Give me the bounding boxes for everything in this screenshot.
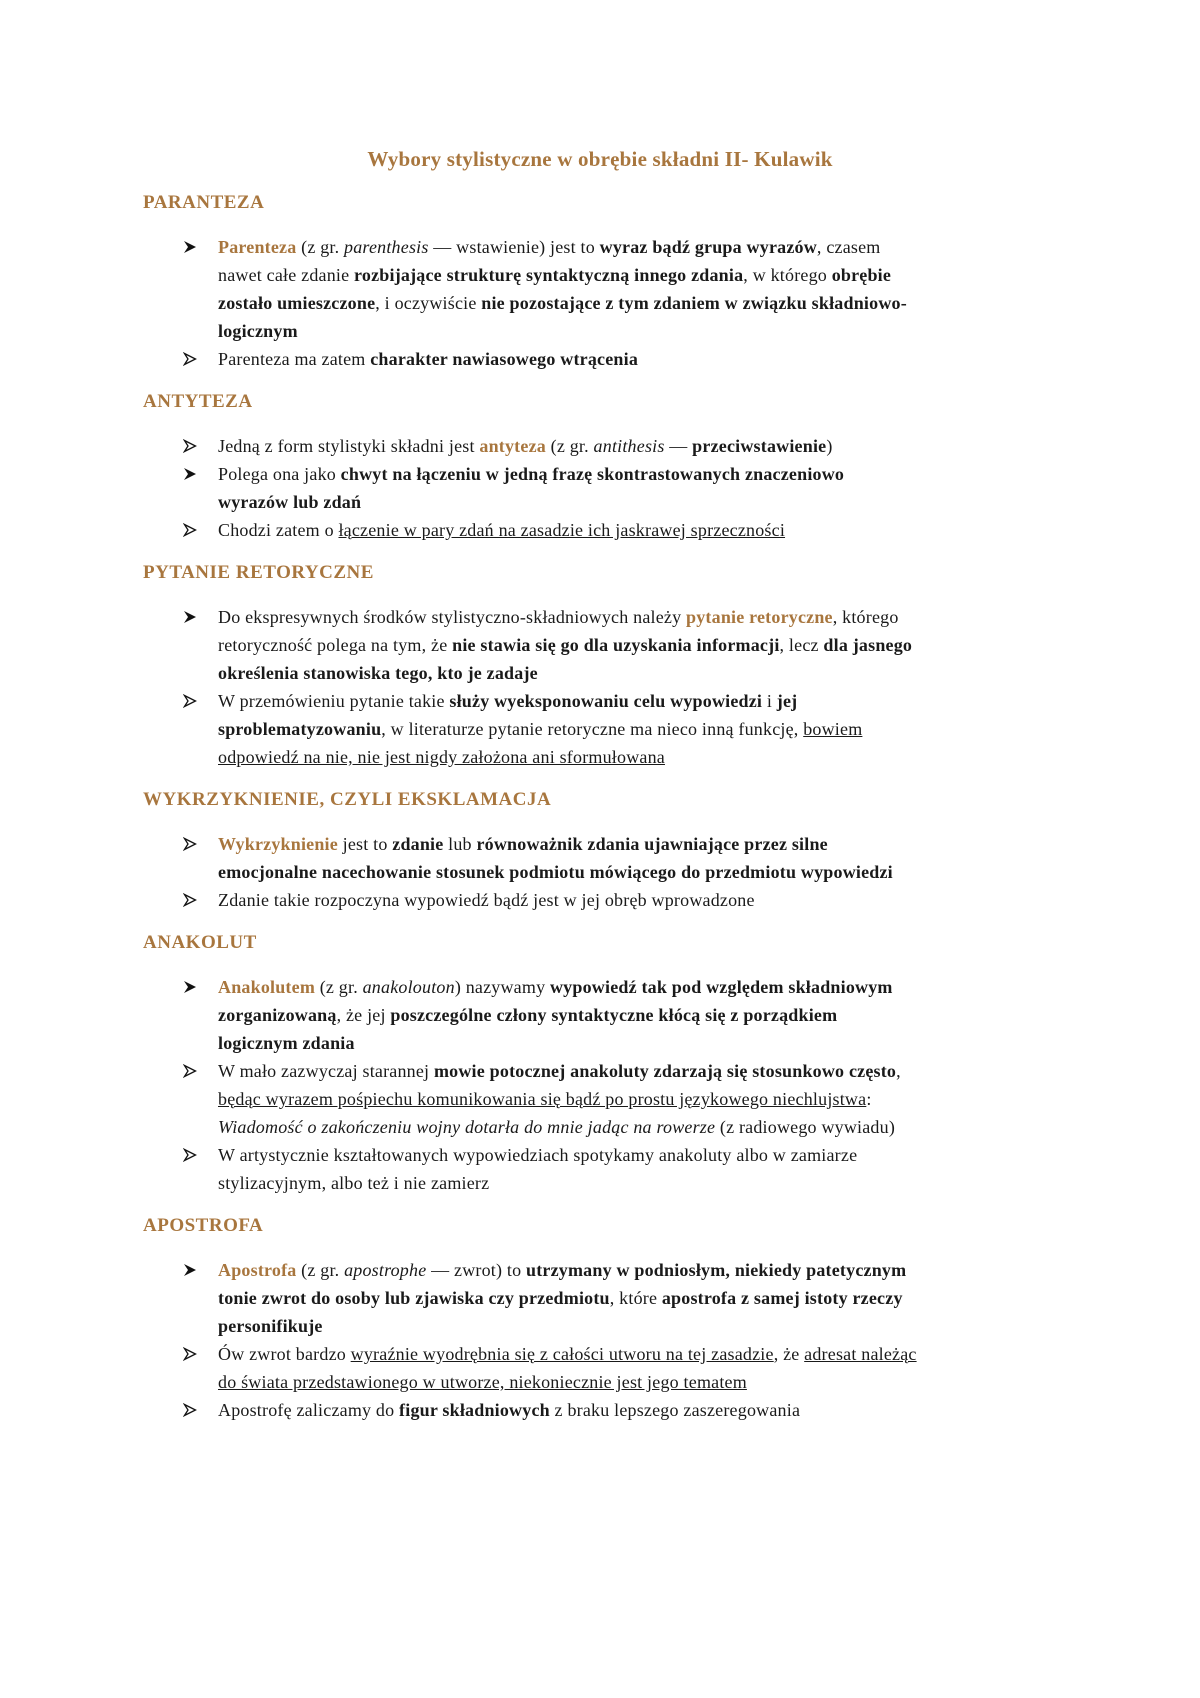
section-heading-pytanie-retoryczne: PYTANIE RETORYCZNE — [143, 562, 374, 583]
list-item: Parenteza ma zatem charakter nawiasowego wtrącenia — [218, 345, 1068, 373]
arrowhead-filled-icon — [181, 233, 199, 261]
arrowhead-outline-icon — [181, 1340, 199, 1368]
list-item: Jedną z form stylistyki składni jest antyteza (z gr. antithesis — przeciwstawienie) — [218, 432, 1068, 460]
arrowhead-filled-icon — [181, 1256, 199, 1284]
list-item: Do ekspresywnych środków stylistyczno-składniowych należy pytanie retoryczne, którego retoryczność polega na tym, że nie stawia się go dla uzyskania informacji, lecz dla jasnego określenia stanowiska tego, kto je zadaje — [218, 603, 1068, 687]
list-item: Polega ona jako chwyt na łączeniu w jedną frazę skontrastowanych znaczeniowo wyrazów lub zdań — [218, 460, 1068, 516]
list-item: Apostrofa (z gr. apostrophe — zwrot) to utrzymany w podniosłym, niekiedy patetycznym tonie zwrot do osoby lub zjawiska czy przedmiotu, które apostrofa z samej istoty rzeczy personifikuje — [218, 1256, 1068, 1340]
document-title: Wybory stylistyczne w obrębie składni II- Kulawik — [367, 147, 833, 171]
list-item: W mało zazwyczaj starannej mowie potocznej anakoluty zdarzają się stosunkowo często, będąc wyrazem pośpiechu komunikowania się bądź po prostu językowego niechlujstwa: Wiadomość o zakończeniu wojny dotarła do mnie jadąc na rowerze (z radiowego wywiadu) — [218, 1057, 1068, 1141]
list-item: Chodzi zatem o łączenie w pary zdań na zasadzie ich jaskrawej sprzeczności — [218, 516, 1068, 544]
arrowhead-outline-icon — [181, 886, 199, 914]
list-item: Parenteza (z gr. parenthesis — wstawienie) jest to wyraz bądź grupa wyrazów, czasem nawet całe zdanie rozbijające strukturę syntaktyczną innego zdania, w którego obrębie zostało umieszczone, i oczywiście nie pozostające z tym zdaniem w związku składniowo- logicznym — [218, 233, 1068, 345]
section-heading-antyteza: ANTYTEZA — [143, 391, 253, 412]
arrowhead-filled-icon — [181, 973, 199, 1001]
arrowhead-outline-icon — [181, 1057, 199, 1085]
list-item: Apostrofę zaliczamy do figur składniowych z braku lepszego zaszeregowania — [218, 1396, 1068, 1424]
list-item: Anakolutem (z gr. anakolouton) nazywamy wypowiedź tak pod względem składniowym zorganizowaną, że jej poszczególne człony syntaktyczne kłócą się z porządkiem logicznym zdania — [218, 973, 1068, 1057]
list-item: W artystycznie kształtowanych wypowiedziach spotykamy anakoluty albo w zamiarze stylizacyjnym, albo też i nie zamierz — [218, 1141, 1068, 1197]
list-item: Wykrzyknienie jest to zdanie lub równoważnik zdania ujawniające przez silne emocjonalne nacechowanie stosunek podmiotu mówiącego do przedmiotu wypowiedzi — [218, 830, 1068, 886]
section-heading-apostrofa: APOSTROFA — [143, 1215, 264, 1236]
section-heading-anakolut: ANAKOLUT — [143, 932, 257, 953]
arrowhead-filled-icon — [181, 460, 199, 488]
arrowhead-outline-icon — [181, 1141, 199, 1169]
section-heading-wykrzyknienie: WYKRZYKNIENIE, CZYLI EKSKLAMACJA — [143, 789, 552, 810]
arrowhead-outline-icon — [181, 1396, 199, 1424]
section-heading-paranteza: PARANTEZA — [143, 192, 265, 213]
arrowhead-outline-icon — [181, 432, 199, 460]
arrowhead-outline-icon — [181, 687, 199, 715]
list-item: Zdanie takie rozpoczyna wypowiedź bądź jest w jej obręb wprowadzone — [218, 886, 1068, 914]
arrowhead-outline-icon — [181, 345, 199, 373]
arrowhead-outline-icon — [181, 830, 199, 858]
arrowhead-outline-icon — [181, 516, 199, 544]
arrowhead-filled-icon — [181, 603, 199, 631]
list-item: W przemówieniu pytanie takie służy wyeksponowaniu celu wypowiedzi i jej sproblematyzowaniu, w literaturze pytanie retoryczne ma nieco inną funkcję, bowiem odpowiedź na nie, nie jest nigdy założona ani sformułowana — [218, 687, 1068, 771]
list-item: Ów zwrot bardzo wyraźnie wyodrębnia się z całości utworu na tej zasadzie, że adresat należąc do świata przedstawionego w utworze, niekoniecznie jest jego tematem — [218, 1340, 1068, 1396]
